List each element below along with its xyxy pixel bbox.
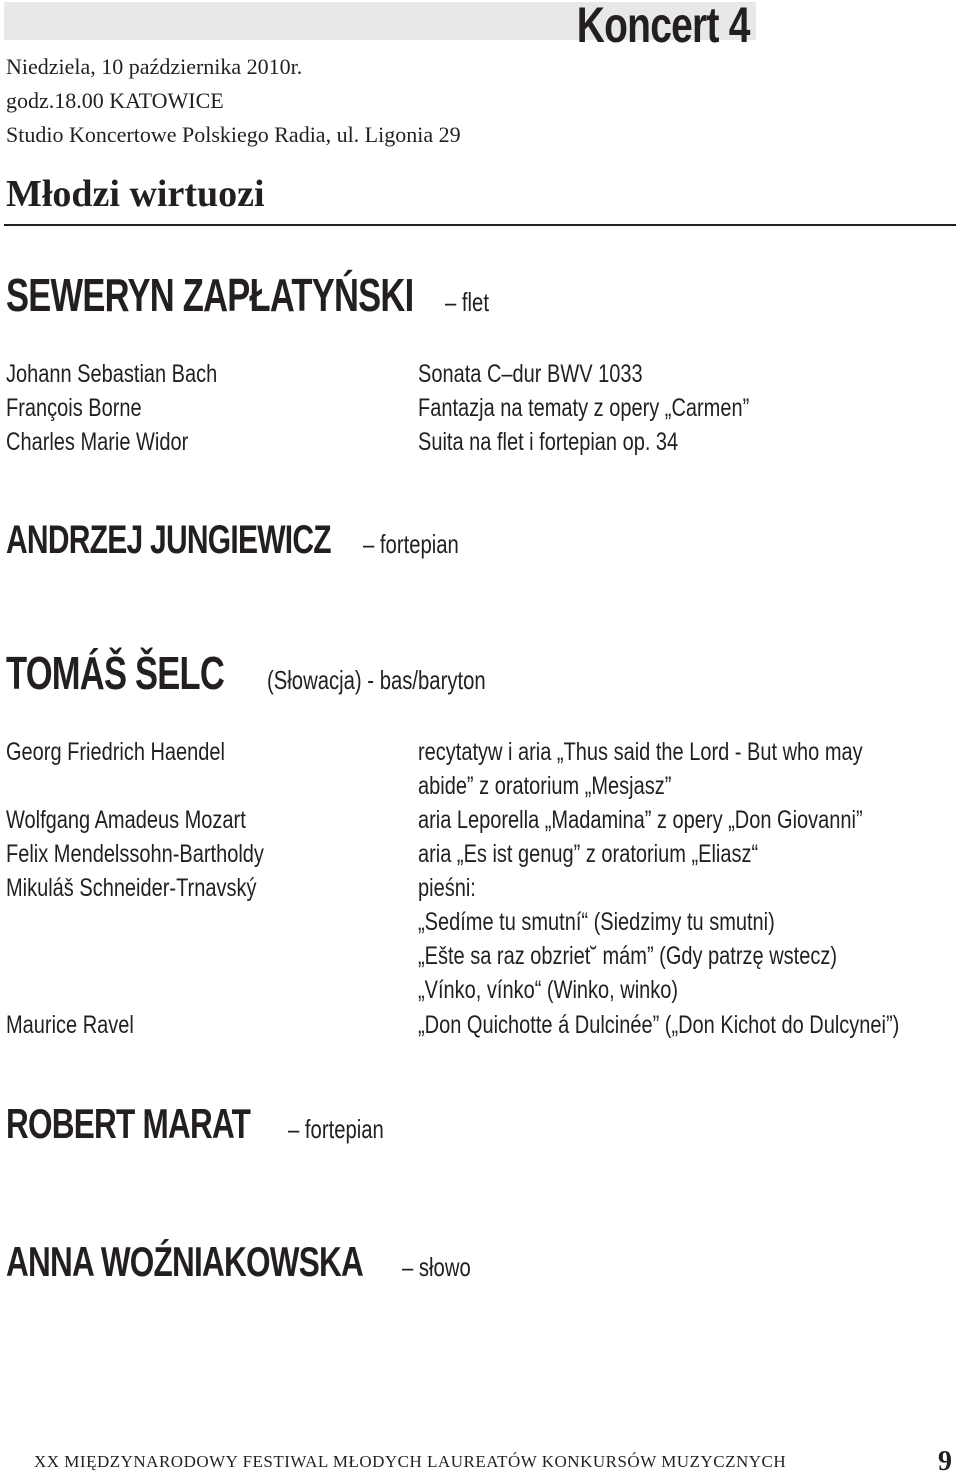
performer-heading	[6, 1238, 490, 1286]
cycle-title: Młodzi wirtuozi	[6, 173, 265, 215]
work: „Vínko, vínko“ (Winko, winko)	[418, 976, 679, 1004]
performer-role: – fortepian	[287, 1114, 384, 1144]
performer-heading	[6, 646, 547, 700]
composer: Maurice Ravel	[6, 1011, 134, 1039]
work: pieśni:	[418, 874, 476, 902]
festival-footer: XX MIĘDZYNARODOWY FESTIWAL MŁODYCH LAUREATÓW KONKURSÓW MUZYCZNYCH	[34, 1452, 787, 1471]
composer: Mikuláš Schneider-Trnavský	[6, 874, 257, 902]
composer: Felix Mendelssohn-Bartholdy	[6, 840, 264, 868]
concert-date: Niedziela, 10 października 2010r.	[6, 54, 303, 79]
work: aria Leporella „Madamina” z opery „Don Giovanni”	[418, 806, 863, 834]
work: Fantazja na tematy z opery „Carmen”	[418, 394, 750, 422]
concert-label: Koncert 4	[577, 0, 750, 53]
concert-time-city: godz.18.00 KATOWICE	[6, 88, 224, 113]
work: „Ešte sa raz obzriet˘ mám” (Gdy patrzę wstecz)	[418, 942, 837, 970]
performer-role: – fortepian	[363, 529, 459, 559]
concert-header-bar	[4, 0, 756, 53]
performer-heading	[6, 1100, 410, 1148]
performer-name: TOMÁŠ ŠELC	[6, 647, 225, 699]
composer: Wolfgang Amadeus Mozart	[6, 806, 246, 834]
performer-name: ANNA WOŹNIAKOWSKA	[6, 1238, 364, 1285]
work: Sonata C–dur BWV 1033	[418, 360, 643, 388]
concert-venue: Studio Koncertowe Polskiego Radia, ul. Ligonia 29	[6, 122, 461, 147]
work: abide” z oratorium „Mesjasz”	[418, 772, 672, 800]
composer: François Borne	[6, 394, 142, 422]
header-divider	[4, 224, 956, 226]
performer-name: ROBERT MARAT	[6, 1100, 251, 1147]
performer-role: (Słowacja) - bas/baryton	[266, 665, 486, 695]
work: aria „Es ist genug” z oratorium „Eliasz“	[418, 840, 759, 868]
page-number: 9	[938, 1446, 952, 1477]
work: „Sedíme tu smutní“ (Siedzimy tu smutni)	[418, 908, 775, 936]
composer: Johann Sebastian Bach	[6, 360, 218, 388]
composer: Georg Friedrich Haendel	[6, 738, 225, 766]
performer-heading	[6, 518, 486, 563]
composer: Charles Marie Widor	[6, 428, 189, 456]
performer-name: SEWERYN ZAPŁATYŃSKI	[6, 269, 414, 321]
work: Suita na flet i fortepian op. 34	[418, 428, 679, 456]
work: recytatyw i aria „Thus said the Lord - But who may	[418, 738, 863, 766]
performer-name: ANDRZEJ JUNGIEWICZ	[6, 518, 331, 562]
performer-role: – flet	[445, 287, 490, 317]
performer-role: – słowo	[402, 1252, 471, 1282]
performer-heading	[6, 268, 502, 322]
work: „Don Quichotte á Dulcinée” („Don Kichot do Dulcynei”)	[418, 1011, 900, 1039]
